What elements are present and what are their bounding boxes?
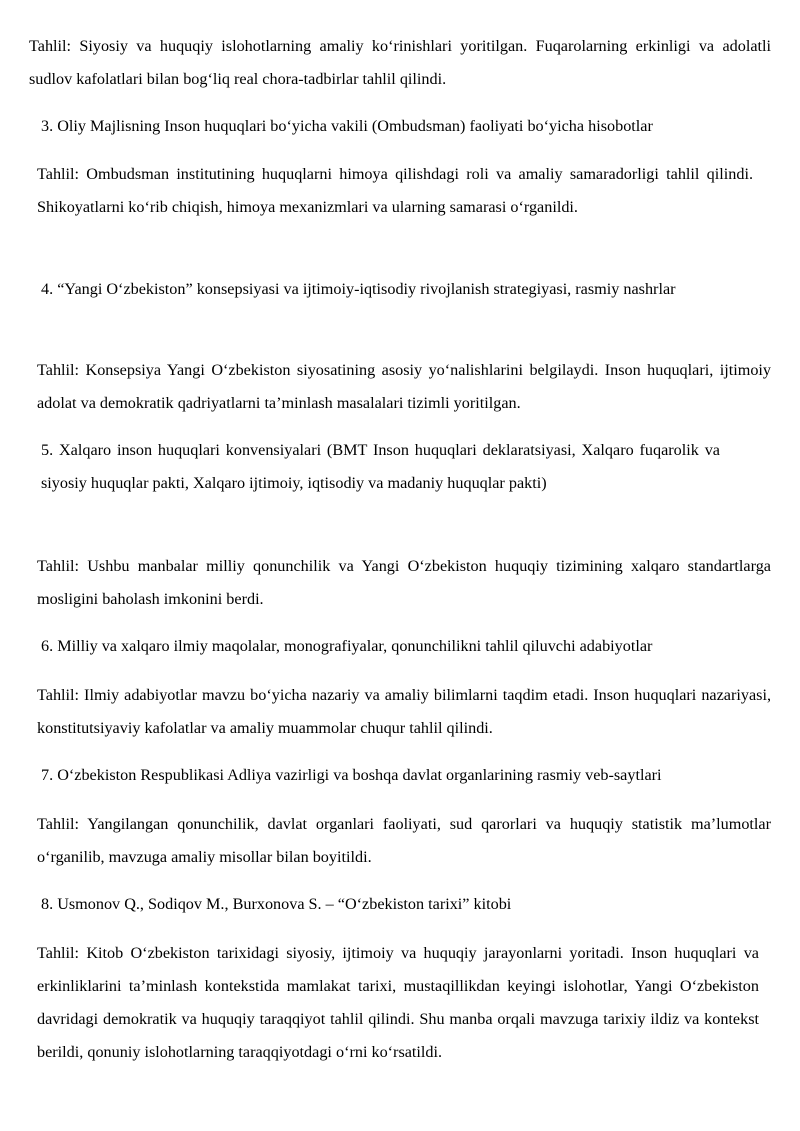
source-item-8: 8. Usmonov Q., Sodiqov M., Burxonova S. – “O‘zbekiston tarixi” kitobi <box>41 895 512 913</box>
analysis-paragraph-4: Tahlil: Ushbu manbalar milliy qonunchilik va Yangi O‘zbekiston huquqiy tizimining xalqaro standartlarga mosligini baholash imkonini berdi. <box>37 557 771 608</box>
analysis-paragraph-2: Tahlil: Ombudsman institutining huquqlarni himoya qilishdagi roli va amaliy samaradorligi tahlil qilindi. Shikoyatlarni ko‘rib chiqish, himoya mexanizmlari va ularning samarasi o‘rganildi. <box>37 165 753 216</box>
analysis-paragraph-1: Tahlil: Siyosiy va huquqiy islohotlarning amaliy ko‘rinishlari yoritilgan. Fuqarolarning erkinligi va adolatli sudlov kafolatlari bilan bog‘liq real chora-tadbirlar tahlil qilindi. <box>29 37 771 88</box>
analysis-paragraph-6: Tahlil: Yangilangan qonunchilik, davlat organlari faoliyati, sud qarorlari va huquqiy statistik ma’lumotlar o‘rganilib, mavzuga amaliy misollar bilan boyitildi. <box>37 815 771 866</box>
analysis-paragraph-5: Tahlil: Ilmiy adabiyotlar mavzu bo‘yicha nazariy va amaliy bilimlarni taqdim etadi. Inson huquqlari nazariyasi, konstitutsiyaviy kafolatlar va amaliy muammolar chuqur tahlil qilindi. <box>37 686 771 737</box>
source-item-7: 7. O‘zbekiston Respublikasi Adliya vazirligi va boshqa davlat organlarining rasmiy veb-saytlari <box>41 766 662 784</box>
source-item-3: 3. Oliy Majlisning Inson huquqlari bo‘yicha vakili (Ombudsman) faoliyati bo‘yicha hisobotlar <box>41 117 653 135</box>
source-item-6: 6. Milliy va xalqaro ilmiy maqolalar, monografiyalar, qonunchilikni tahlil qiluvchi adabiyotlar <box>41 637 653 655</box>
source-item-4: 4. “Yangi O‘zbekiston” konsepsiyasi va ijtimoiy-iqtisodiy rivojlanish strategiyasi, rasmiy nashrlar <box>41 280 676 298</box>
analysis-paragraph-7: Tahlil: Kitob O‘zbekiston tarixidagi siyosiy, ijtimoiy va huquqiy jarayonlarni yoritadi. Inson huquqlari va erkinliklarini ta’minlash kontekstida mamlakat tarixi, mustaqillikdan keyingi islohotlar, Yangi O‘zbekiston davridagi demokratik va huquqiy taraqqiyot tahlil qilindi. Shu manba orqali mavzuga tarixiy ildiz va kontekst berildi, qonuniy islohotlarning taraqqiyotdagi o‘rni ko‘rsatildi. <box>37 944 759 1061</box>
source-item-5: 5. Xalqaro inson huquqlari konvensiyalari (BMT Inson huquqlari deklaratsiyasi, Xalqaro fuqarolik va siyosiy huquqlar pakti, Xalqaro ijtimoiy, iqtisodiy va madaniy huquqlar pakti) <box>41 441 720 492</box>
analysis-paragraph-3: Tahlil: Konsepsiya Yangi O‘zbekiston siyosatining asosiy yo‘nalishlarini belgilaydi. Inson huquqlari, ijtimoiy adolat va demokratik qadriyatlarni ta’minlash masalalari tizimli yoritilgan. <box>37 361 771 412</box>
